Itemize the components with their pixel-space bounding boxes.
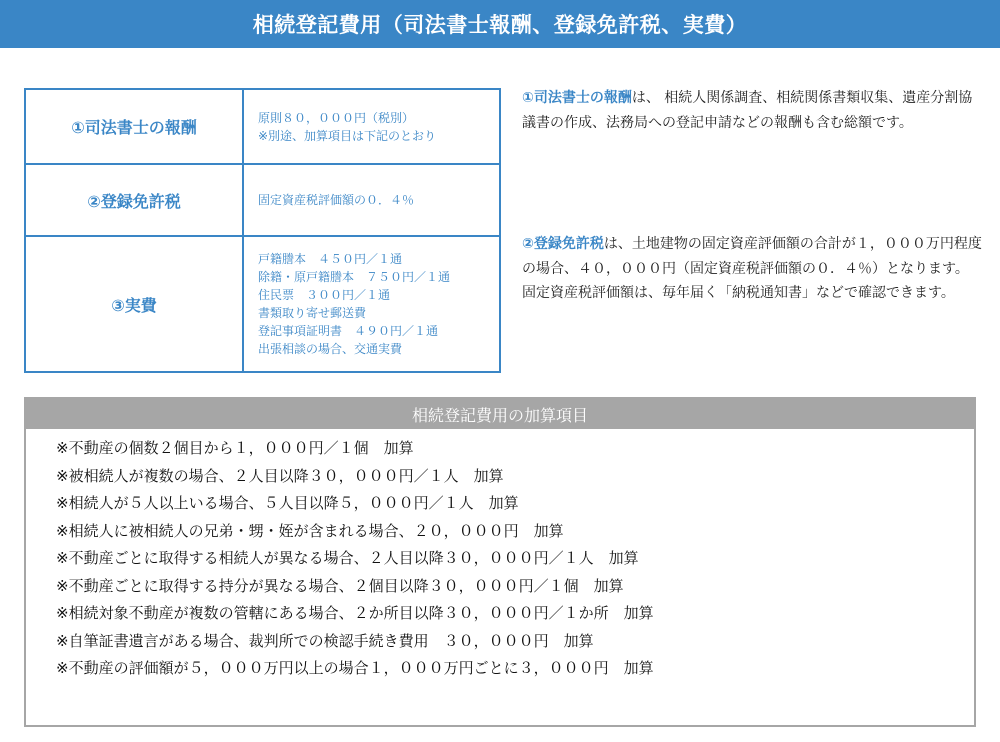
list-item: ※自筆証書遺言がある場合、裁判所での検認手続き費用 ３０，０００円 加算 — [56, 631, 594, 650]
detail-line: 除籍・原戸籍謄本 ７５０円／１通 — [258, 270, 451, 284]
list-item: ※不動産の評価額が５，０００万円以上の場合１，０００万円ごとに３，０００円 加算 — [56, 659, 654, 677]
list-item: ※不動産ごとに取得する持分が異なる場合、２個目以降３０，０００円／１個 加算 — [56, 576, 624, 595]
additional-items-title: 相続登記費用の加算項目 — [26, 399, 974, 429]
detail-line: ※別途、加算項目は下記のとおり — [258, 128, 437, 143]
detail-line: 戸籍謄本 ４５０円／１通 — [258, 252, 403, 266]
explanation-judicial-scrivener — [522, 86, 982, 135]
detail-line: 登記事項証明書 ４９０円／１通 — [258, 324, 439, 338]
list-item: ※被相続人が複数の場合、２人目以降３０，０００円／１人 加算 — [56, 466, 504, 485]
list-item: ※相続対象不動産が複数の管轄にある場合、２か所目以降３０，０００円／１か所 加算 — [56, 604, 654, 622]
explanation-registration-tax — [522, 232, 982, 306]
list-item: ※不動産ごとに取得する相続人が異なる場合、２人目以降３０，０００円／１人 加算 — [56, 549, 639, 567]
page-title: 相続登記費用（司法書士報酬、登録免許税、実費） — [0, 0, 1000, 48]
additional-items-list — [26, 429, 974, 683]
detail-line: 原則８０，０００円（税別） — [258, 110, 415, 125]
fee-detail-actual-costs — [244, 237, 499, 371]
fee-table — [24, 88, 501, 373]
list-item: ※相続人に被相続人の兄弟・甥・姪が含まれる場合、２０，０００円 加算 — [56, 521, 564, 540]
fee-detail-registration-tax — [244, 165, 499, 237]
explanation-highlight: ②登録免許税 — [522, 236, 604, 252]
list-item: ※相続人が５人以上いる場合、５人目以降５，０００円／１人 加算 — [56, 494, 519, 512]
fee-label-judicial-scrivener: ①司法書士の報酬 — [26, 90, 244, 165]
fee-label-registration-tax: ②登録免許税 — [26, 165, 244, 237]
detail-line: 書類取り寄せ郵送費 — [258, 306, 367, 320]
explanation-text: は、 相続人関係調査、相続関係書類収集、遺産分割協議書の作成、法務局への登記申請などの報酬も含む総額です。 — [522, 90, 973, 131]
explanation-highlight: ①司法書士の報酬 — [522, 90, 632, 106]
list-item: ※不動産の個数２個目から１，０００円／１個 加算 — [56, 439, 414, 457]
detail-line: 住民票 ３００円／１通 — [258, 288, 391, 302]
fee-detail-judicial-scrivener — [244, 90, 499, 165]
detail-line: 固定資産税評価額の０．４％ — [258, 193, 415, 207]
explanation-text: は、土地建物の固定資産評価額の合計が１，０００万円程度の場合、４０，０００円（固定資産税評価額の０．４％）となります。固定資産税評価額は、毎年届く「納税通知書」などで確認できます。 — [522, 236, 982, 301]
detail-line: 出張相談の場合、交通実費 — [258, 342, 403, 356]
fee-label-actual-costs: ③実費 — [26, 237, 244, 371]
additional-items-box — [24, 397, 976, 727]
